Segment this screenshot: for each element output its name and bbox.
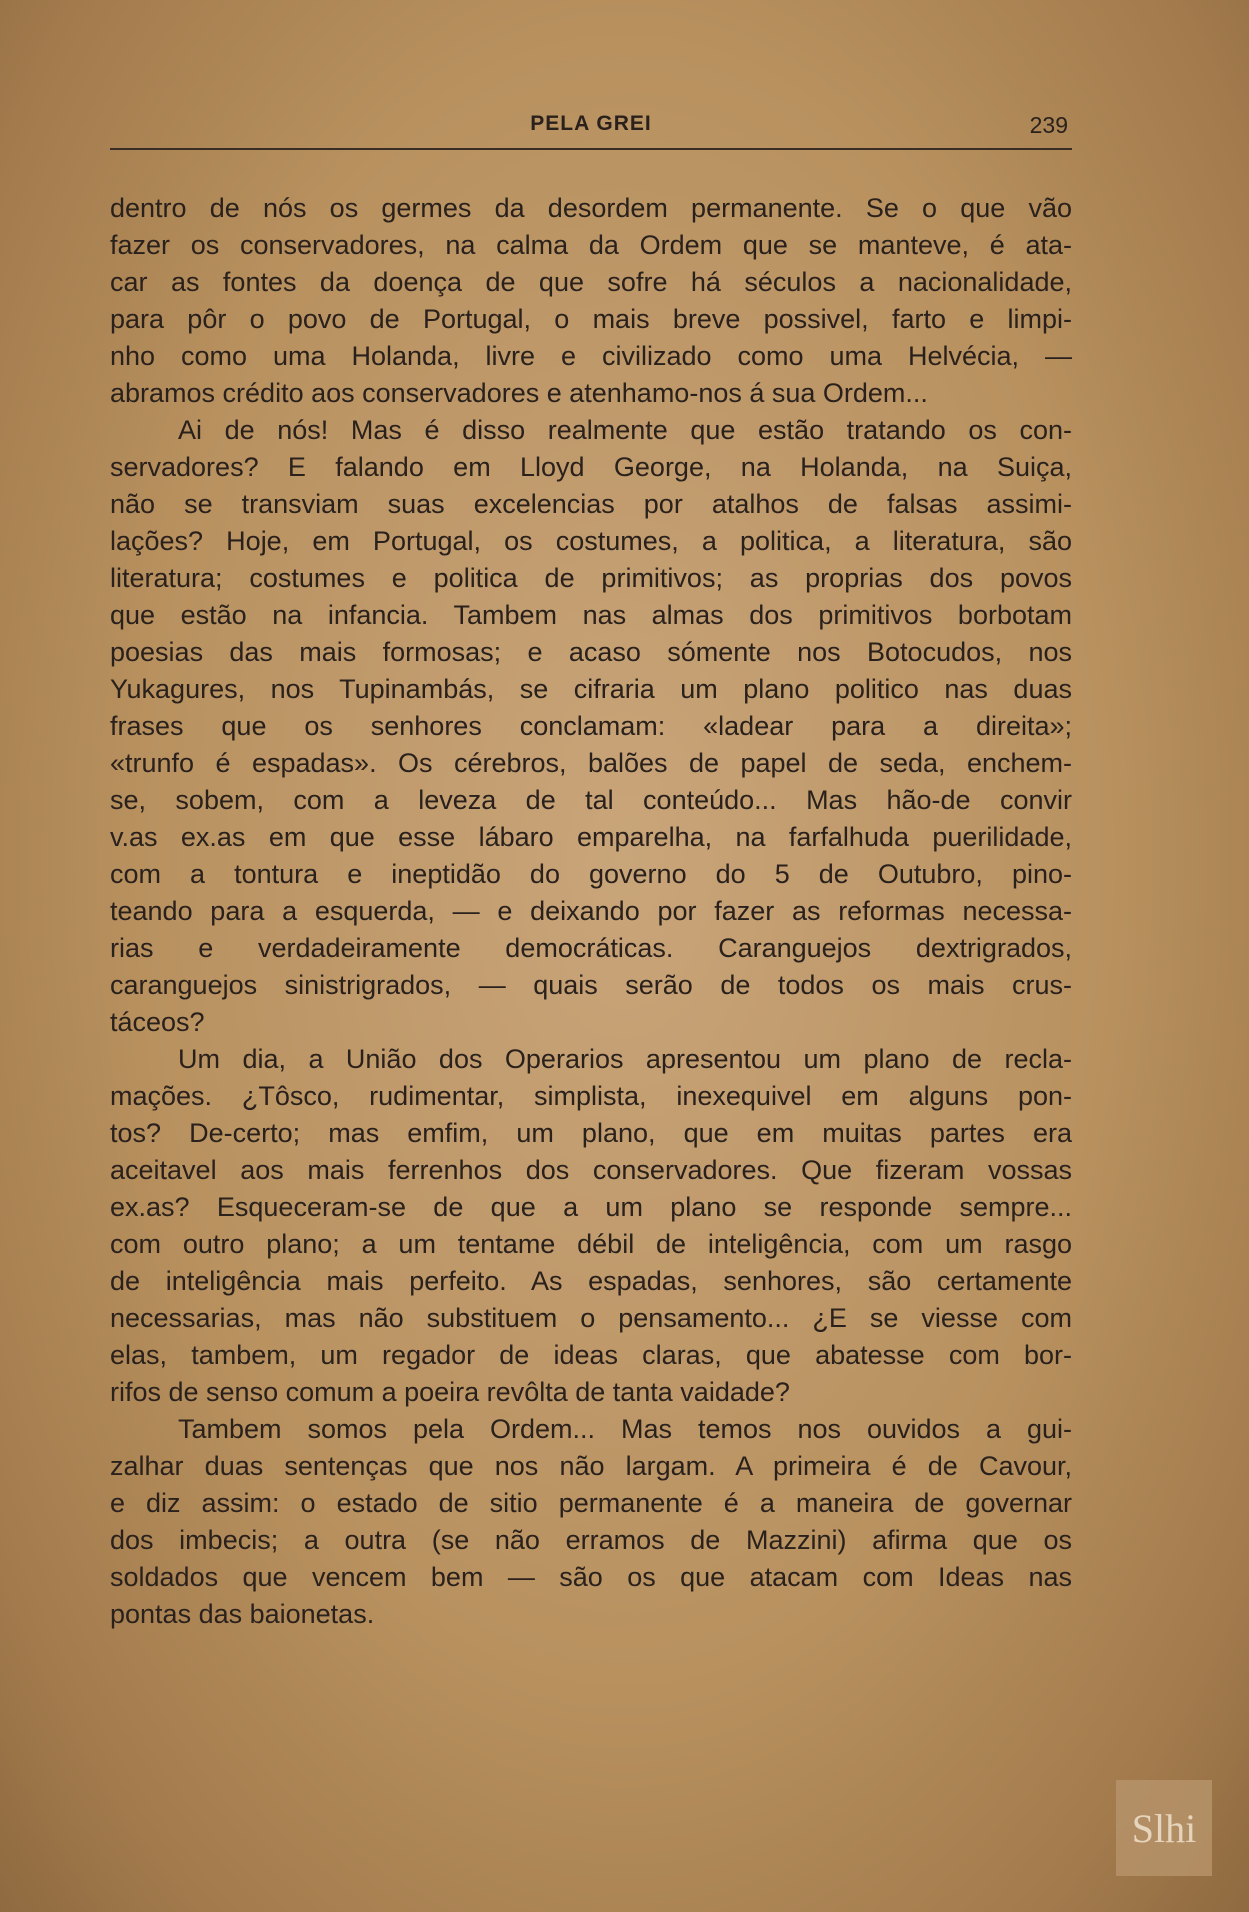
text-line: não se transviam suas excelencias por atalhos de falsas assimi- bbox=[110, 489, 1072, 519]
text-line: táceos? bbox=[110, 1007, 205, 1037]
running-header bbox=[110, 112, 1072, 150]
text-line: elas, tambem, um regador de ideas claras, que abatesse com bor- bbox=[110, 1340, 1072, 1370]
text-line: ex.as? Esqueceram-se de que a um plano se responde sempre... bbox=[110, 1192, 1072, 1222]
text-line: teando para a esquerda, — e deixando por fazer as reformas necessa- bbox=[110, 896, 1072, 926]
text-line: para pôr o povo de Portugal, o mais breve possivel, farto e limpi- bbox=[110, 304, 1072, 334]
text-line: rifos de senso comum a poeira revôlta de tanta vaidade? bbox=[110, 1377, 790, 1407]
text-line: se, sobem, com a leveza de tal conteúdo... Mas hão-de convir bbox=[110, 785, 1072, 815]
body-text bbox=[110, 190, 1072, 1633]
text-line: Ai de nós! Mas é disso realmente que estão tratando os con- bbox=[178, 415, 1072, 445]
text-line: Um dia, a União dos Operarios apresentou um plano de recla- bbox=[178, 1044, 1072, 1074]
text-line: Yukagures, nos Tupinambás, se cifraria um plano politico nas duas bbox=[110, 674, 1072, 704]
text-line: fazer os conservadores, na calma da Ordem que se manteve, é ata- bbox=[110, 230, 1072, 260]
library-stamp bbox=[1116, 1780, 1212, 1876]
text-line: abramos crédito aos conservadores e atenhamo-nos á sua Ordem... bbox=[110, 378, 928, 408]
text-line: nho como uma Holanda, livre e civilizado como uma Helvécia, — bbox=[110, 341, 1072, 371]
text-line: dentro de nós os germes da desordem permanente. Se o que vão bbox=[110, 193, 1072, 223]
text-line: mações. ¿Tôsco, rudimentar, simplista, inexequivel em alguns pon- bbox=[110, 1081, 1072, 1111]
text-line: poesias das mais formosas; e acaso sómente nos Botocudos, nos bbox=[110, 637, 1072, 667]
running-title: PELA GREI bbox=[530, 112, 652, 135]
text-line: lações? Hoje, em Portugal, os costumes, a politica, a literatura, são bbox=[110, 526, 1072, 556]
text-line: servadores? E falando em Lloyd George, na Holanda, na Suiça, bbox=[110, 452, 1072, 482]
text-line: que estão na infancia. Tambem nas almas dos primitivos borbotam bbox=[110, 600, 1072, 630]
page-number: 239 bbox=[1029, 112, 1068, 138]
text-line: frases que os senhores conclamam: «ladear para a direita»; bbox=[110, 711, 1072, 741]
text-line: «trunfo é espadas». Os cérebros, balões de papel de seda, enchem- bbox=[110, 748, 1072, 778]
text-line: de inteligência mais perfeito. As espadas, senhores, são certamente bbox=[110, 1266, 1072, 1296]
text-line: car as fontes da doença de que sofre há séculos a nacionalidade, bbox=[110, 267, 1072, 297]
library-stamp-text: Slhi bbox=[1131, 1805, 1197, 1851]
text-line: com outro plano; a um tentame débil de inteligência, com um rasgo bbox=[110, 1229, 1072, 1259]
text-line: tos? De-certo; mas emfim, um plano, que em muitas partes era bbox=[110, 1118, 1072, 1148]
text-line: pontas das baionetas. bbox=[110, 1599, 375, 1629]
text-line: dos imbecis; a outra (se não erramos de Mazzini) afirma que os bbox=[110, 1525, 1072, 1555]
text-line: literatura; costumes e politica de primitivos; as proprias dos povos bbox=[110, 563, 1072, 593]
text-line: caranguejos sinistrigrados, — quais serão de todos os mais crus- bbox=[110, 970, 1072, 1000]
text-line: necessarias, mas não substituem o pensamento... ¿E se viesse com bbox=[110, 1303, 1072, 1333]
text-line: Tambem somos pela Ordem... Mas temos nos ouvidos a gui- bbox=[178, 1414, 1072, 1444]
text-line: soldados que vencem bem — são os que atacam com Ideas nas bbox=[110, 1562, 1072, 1592]
text-line: com a tontura e ineptidão do governo do 5 de Outubro, pino- bbox=[110, 859, 1072, 889]
text-line: rias e verdadeiramente democráticas. Caranguejos dextrigrados, bbox=[110, 933, 1072, 963]
text-line: e diz assim: o estado de sitio permanente é a maneira de governar bbox=[110, 1488, 1072, 1518]
text-line: v.as ex.as em que esse lábaro emparelha, na farfalhuda puerilidade, bbox=[110, 822, 1072, 852]
text-line: aceitavel aos mais ferrenhos dos conservadores. Que fizeram vossas bbox=[110, 1155, 1072, 1185]
text-line: zalhar duas sentenças que nos não largam. A primeira é de Cavour, bbox=[110, 1451, 1072, 1481]
